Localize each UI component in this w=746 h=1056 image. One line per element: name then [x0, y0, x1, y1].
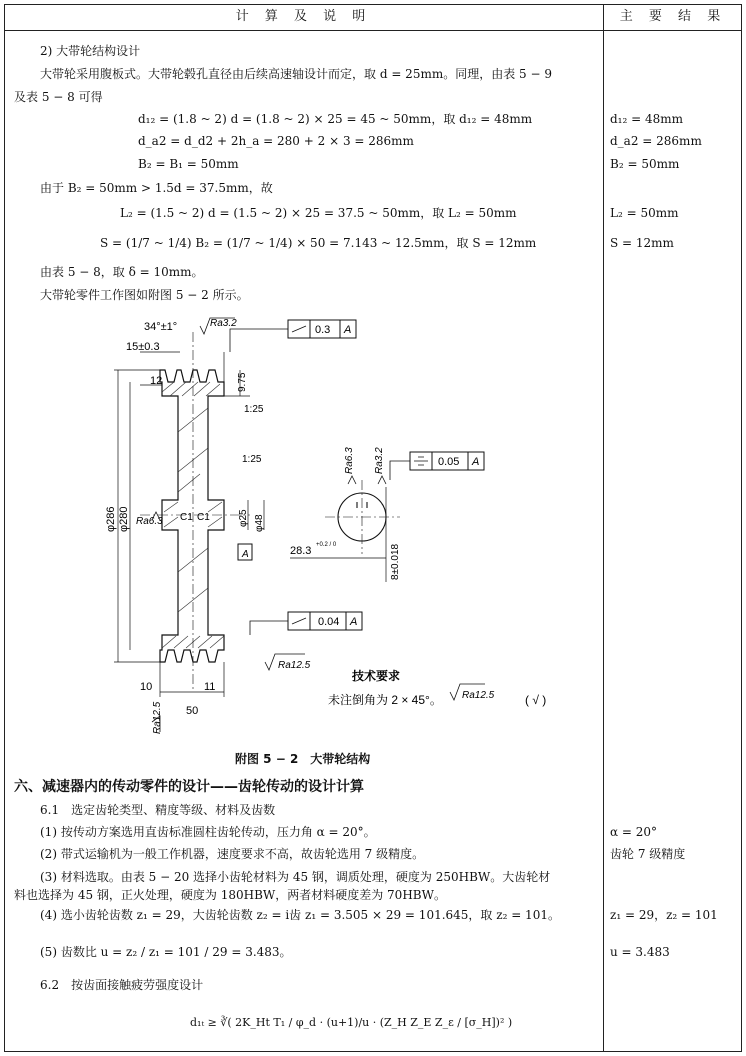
paragraph-3: 由表 5 − 8，取 δ = 10mm。: [40, 265, 204, 279]
dim-48: φ48: [254, 514, 265, 532]
dim-12: 12: [150, 375, 163, 387]
dim-10: 10: [140, 681, 153, 693]
result-precision: 齿轮 7 级精度: [610, 847, 686, 861]
rough-hub: Ra6.3: [136, 516, 163, 527]
rough-bottom: Ra12.5: [152, 701, 163, 734]
item-5: (5) 齿数比 u = z₂ / z₁ = 101 / 29 = 3.483。: [40, 945, 292, 959]
dim-975: 9.75: [237, 372, 248, 392]
result-b2: B₂ = 50mm: [610, 157, 680, 171]
rough-top: Ra3.2: [210, 318, 237, 329]
result-d12: d₁₂ = 48mm: [610, 112, 684, 126]
taper-2: 1:25: [242, 454, 262, 465]
rough-vert-2: Ra3.2: [374, 447, 385, 474]
dim-280: φ280: [118, 506, 130, 532]
dim-angle: 34°±1°: [144, 321, 178, 333]
datum-1: A: [344, 324, 352, 336]
tech-paren: ( √ ): [525, 693, 547, 707]
chamfer-1: C1: [180, 512, 193, 523]
equation-4: L₂ = (1.5 ~ 2) d = (1.5 ~ 2) × 25 = 37.5 ~ 50mm，取 L₂ = 50mm: [120, 206, 517, 220]
result-l2: L₂ = 50mm: [610, 206, 679, 220]
dim-15: 15±0.3: [126, 341, 160, 353]
result-alpha: α = 20°: [610, 825, 658, 839]
tech-note: 未注倒角为 2 × 45°。: [328, 693, 442, 707]
dim-25: φ25: [238, 509, 249, 527]
section-title: 六、减速器内的传动零件的设计——齿轮传动的设计计算: [14, 779, 364, 795]
header-right: 主 要 结 果: [604, 4, 742, 31]
header-left: 计 算 及 说 明: [4, 4, 603, 31]
datum-box: A: [242, 549, 249, 560]
equation-2: d_a2 = d_d2 + 2h_a = 280 + 2 × 3 = 286mm: [138, 134, 414, 148]
paragraph-1a: 大带轮采用腹板式。大带轮毂孔直径由后续高速轴设计而定，取 d = 25mm。同理，由表 5 − 9: [40, 67, 552, 81]
runout-1: 0.3: [315, 324, 331, 336]
section-6-1: 6.1 选定齿轮类型、精度等级、材料及齿数: [40, 803, 276, 817]
dim-keywidth: 28.3: [290, 545, 312, 557]
dim-keywidth-tol: +0.2 / 0: [316, 542, 337, 548]
paragraph-2: 由于 B₂ = 50mm > 1.5d = 37.5mm，故: [40, 181, 273, 195]
result-s: S = 12mm: [610, 236, 674, 250]
subheading: 2) 大带轮结构设计: [40, 44, 141, 58]
result-teeth: z₁ = 29，z₂ = 101: [610, 908, 718, 922]
result-da2: d_a2 = 286mm: [610, 134, 702, 148]
result-ratio: u = 3.483: [610, 945, 670, 959]
paragraph-1b: 及表 5 − 8 可得: [14, 90, 103, 104]
dim-50: 50: [186, 705, 199, 717]
datum-3: A: [350, 616, 358, 628]
chamfer-2: C1: [197, 512, 210, 523]
section-6-2: 6.2 按齿面接触疲劳强度设计: [40, 978, 204, 992]
item-4: (4) 选小齿轮齿数 z₁ = 29，大齿轮齿数 z₂ = i齿 z₁ = 3.505 × 29 = 101.645，取 z₂ = 101。: [40, 908, 560, 922]
paragraph-4: 大带轮零件工作图如附图 5 − 2 所示。: [40, 288, 249, 302]
equation-1: d₁₂ = (1.8 ~ 2) d = (1.8 ~ 2) × 25 = 45 ~ 50mm，取 d₁₂ = 48mm: [138, 112, 533, 126]
item-3a: (3) 材料选取。由表 5 − 20 选择小齿轮材料为 45 钢，调质处理，硬度为 250HBW。大齿轮材: [40, 870, 551, 884]
dim-286: φ286: [105, 506, 117, 532]
pulley-drawing: [100, 312, 580, 737]
item-1: (1) 按传动方案选用直齿标准圆柱齿轮传动，压力角 α = 20°。: [40, 825, 376, 839]
tech-rough: Ra12.5: [462, 690, 495, 701]
design-formula: d₁ₜ ≥ ∛( 2K_Ht T₁ / φ_d · (u+1)/u · (Z_H Z_E Z_ε / [σ_H])² ): [190, 1016, 513, 1029]
figure-caption: 附图 5 − 2 大带轮结构: [235, 752, 371, 766]
item-3b: 料也选择为 45 钢，正火处理，硬度为 180HBW，两者材料硬度差为 70HBW。: [14, 888, 446, 902]
dim-keyheight: 8±0.018: [390, 543, 401, 580]
runout-2: 0.04: [318, 616, 340, 628]
column-divider: [603, 4, 604, 1052]
equation-3: B₂ = B₁ = 50mm: [138, 157, 239, 171]
item-2: (2) 带式运输机为一般工作机器，速度要求不高，故齿轮选用 7 级精度。: [40, 847, 425, 861]
equation-5: S = (1/7 ~ 1/4) B₂ = (1/7 ~ 1/4) × 50 = 7.143 ~ 12.5mm，取 S = 12mm: [100, 236, 537, 250]
taper-1: 1:25: [244, 404, 264, 415]
symmetry-value: 0.05: [438, 456, 460, 468]
tech-title: 技术要求: [352, 669, 401, 683]
rough-vert-1: Ra6.3: [344, 447, 355, 474]
rough-web: Ra12.5: [278, 660, 311, 671]
dim-11: 11: [204, 681, 216, 693]
datum-2: A: [472, 456, 480, 468]
